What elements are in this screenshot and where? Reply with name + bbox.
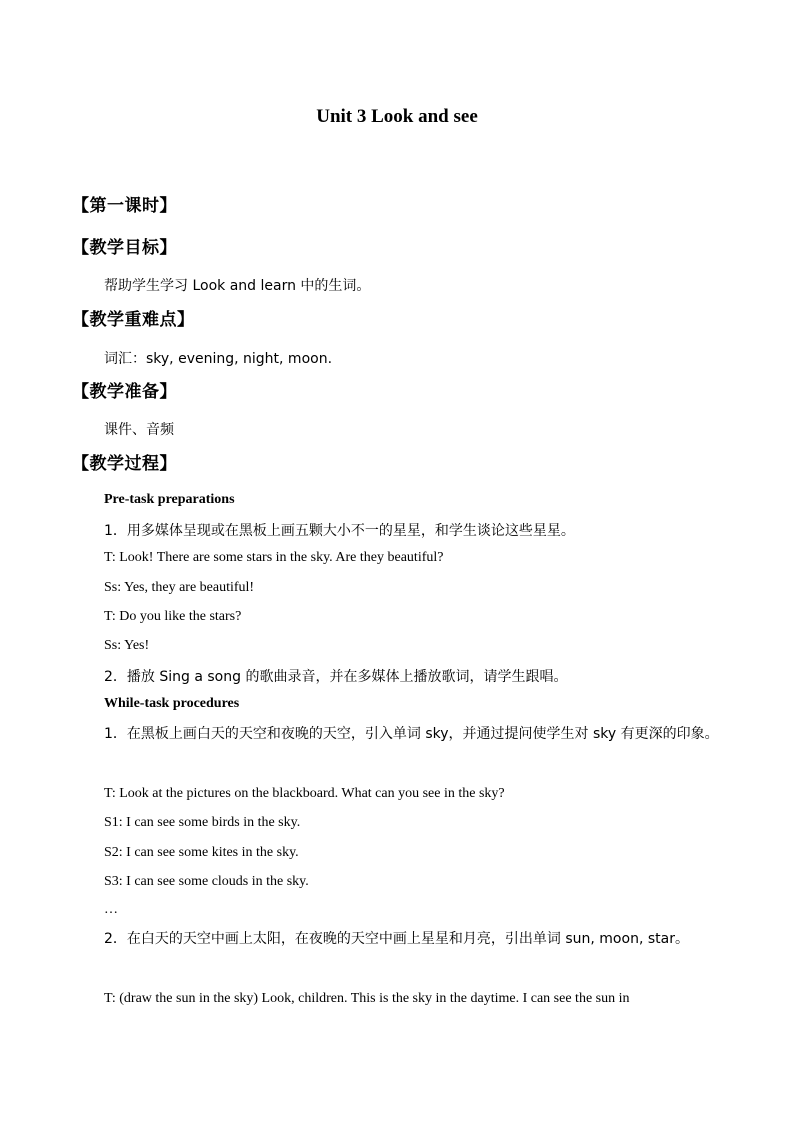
dialogue-line: T: Look at the pictures on the blackboard. What can you see in the sky? <box>104 786 505 801</box>
objectives-heading: 【教学目标】 <box>72 238 177 258</box>
while-task-step-1: 1．在黑板上画白天的天空和夜晚的天空，引入单词 sky，并通过提问使学生对 sky 有更深的印象。 <box>104 726 719 742</box>
while-task-heading: While-task procedures <box>104 696 240 711</box>
dialogue-line: Ss: Yes! <box>104 638 150 653</box>
objectives-text: 帮助学生学习 Look and learn 中的生词。 <box>104 278 371 294</box>
dialogue-line: Ss: Yes, they are beautiful! <box>104 580 255 595</box>
dialogue-line: S1: I can see some birds in the sky. <box>104 815 301 830</box>
dialogue-line: T: (draw the sun in the sky) Look, children. This is the sky in the daytime. I can see the sun in <box>104 991 630 1006</box>
ellipsis: … <box>104 902 118 917</box>
preparation-text: 课件、音频 <box>104 422 174 438</box>
process-heading: 【教学过程】 <box>72 454 177 474</box>
pre-task-heading: Pre-task preparations <box>104 492 235 507</box>
dialogue-line: T: Do you like the stars? <box>104 609 242 624</box>
preparation-heading: 【教学准备】 <box>72 382 177 402</box>
dialogue-line: S2: I can see some kites in the sky. <box>104 845 299 860</box>
lesson-heading: 【第一课时】 <box>72 196 177 216</box>
dialogue-line: T: Look! There are some stars in the sky. Are they beautiful? <box>104 550 444 565</box>
pre-task-step-1: 1．用多媒体呈现或在黑板上画五颗大小不一的星星，和学生谈论这些星星。 <box>104 523 575 539</box>
pre-task-step-2: 2．播放 Sing a song 的歌曲录音，并在多媒体上播放歌词，请学生跟唱。 <box>104 669 568 685</box>
keypoints-heading: 【教学重难点】 <box>72 310 195 330</box>
while-task-step-2: 2．在白天的天空中画上太阳，在夜晚的天空中画上星星和月亮，引出单词 sun, moon, star。 <box>104 931 689 947</box>
document-title: Unit 3 Look and see <box>316 106 478 127</box>
dialogue-line: S3: I can see some clouds in the sky. <box>104 874 309 889</box>
keypoints-text: 词汇：sky, evening, night, moon. <box>104 351 333 367</box>
